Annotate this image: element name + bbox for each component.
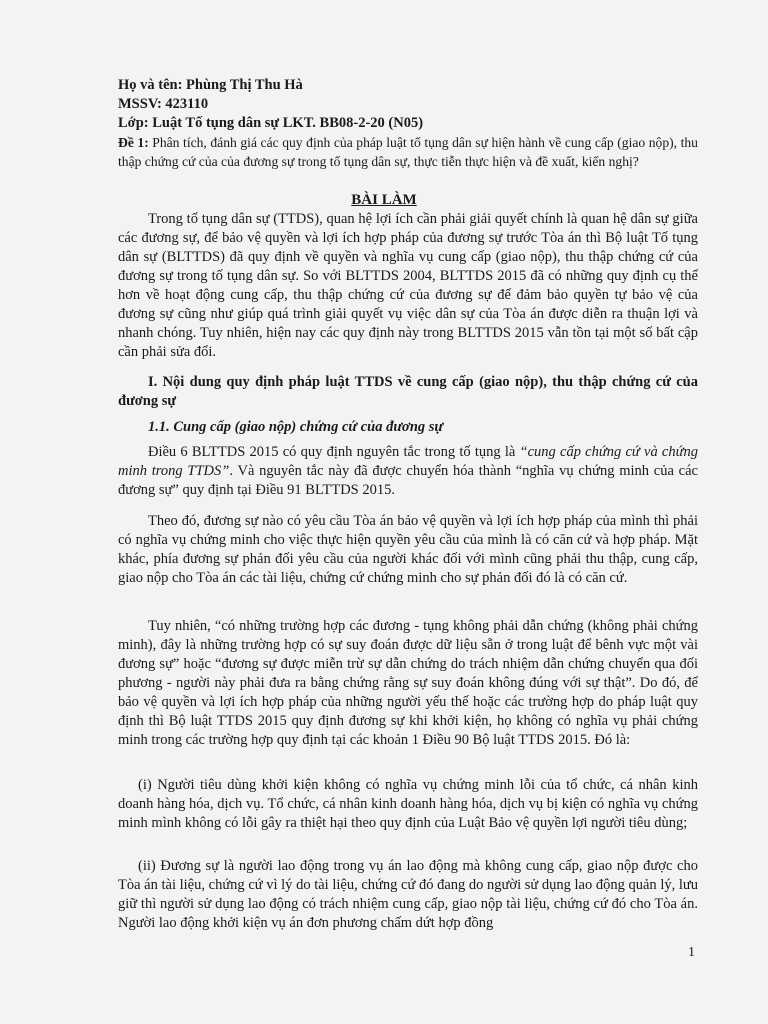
paragraph-1-text-end: . Và nguyên tắc này đã được chuyển hóa thành “nghĩa vụ chứng minh của các đương sự” quy định tại Điều 91 BLTTDS 2015. (118, 463, 698, 498)
class-name: Lớp: Luật Tố tụng dân sự LKT. BB08-2-20 (N05) (118, 115, 424, 131)
page-number: 1 (688, 945, 695, 960)
paragraph-3: Tuy nhiên, “có những trường hợp các đương - tụng không phải dẫn chứng (không phải chứng minh), đây là những trường hợp có sự suy đoán được dữ liệu sẵn ở trong luật để bênh vực một vài đương sự” hoặc “đương sự được miễn trừ sự dẫn chứng do trách nhiệm dẫn chứng chuyển qua đối phương - người này phải đưa ra bằng chứng rằng sự suy đoán không đúng với sự thật”. Do đó, để bảo vệ quyền và lợi ích hợp pháp của những người yếu thế hoặc các trường hợp do pháp luật quy định thì Bộ luật TTDS 2015 quy định đương sự khi khởi kiện, họ không có nghĩa vụ phải chứng minh trong các trường hợp quy định tại các khoản 1 Điều 90 Bộ luật TTDS 2015. Đó là: (118, 618, 698, 748)
intro-paragraph: Trong tố tụng dân sự (TTDS), quan hệ lợi ích cần phải giải quyết chính là quan hệ dân sự giữa các đương sự, để bảo vệ quyền và lợi ích hợp pháp của đương sự trước Tòa án thì Bộ luật Tố tụng dân sự (BLTTDS) đã quy định về quyền và nghĩa vụ cung cấp (giao nộp), thu thập chứng cứ của đương sự trong tố tụng dân sự. So với BLTTDS 2004, BLTTDS 2015 đã có những quy định cụ thể hơn về hoạt động cung cấp, thu thập chứng cứ của đương sự để đảm bảo quyền tự bảo vệ của đương sự cũng như giúp quá trình giải quyết vụ việc dân sự của Tòa án được diễn ra thuận lợi và nhanh chóng. Tuy nhiên, hiện nay các quy định này trong BLTTDS 2015 vẫn tồn tại một số bất cập cần phải sửa đổi. (118, 211, 698, 360)
essay-title: BÀI LÀM (351, 192, 417, 208)
list-item-2: (ii) Đương sự là người lao động trong vụ án lao động mà không cung cấp, giao nộp được cho Tòa án tài liệu, chứng cứ vì lý do tài liệu, chứng cứ đó đang do người sử dụng lao động quản lý, lưu giữ thì người sử dụng lao động có trách nhiệm cung cấp, giao nộp tài liệu, chứng cứ đó cho Tòa án. Người lao động khởi kiện vụ án đơn phương chấm dứt hợp đồng (118, 858, 698, 931)
list-item-1: (i) Người tiêu dùng khởi kiện không có nghĩa vụ chứng minh lỗi của tổ chức, cá nhân kinh doanh hàng hóa, dịch vụ. Tổ chức, cá nhân kinh doanh hàng hóa, dịch vụ bị kiện có nghĩa vụ chứng minh mình không có lỗi gây ra thiệt hại theo quy định của Luật Bảo vệ quyền lợi người tiêu dùng; (118, 777, 698, 831)
paragraph-2: Theo đó, đương sự nào có yêu cầu Tòa án bảo vệ quyền và lợi ích hợp pháp của mình thì phải có nghĩa vụ chứng minh cho việc thực hiện quyền yêu cầu của mình là có căn cứ và hợp pháp. Mặt khác, phía đương sự phản đối yêu cầu của người khác đối với mình cũng phải thu thập, cung cấp, giao nộp cho Tòa án các tài liệu, chứng cứ chứng minh cho sự phản đối đó là có căn cứ. (118, 513, 698, 586)
paragraph-1-text: Điều 6 BLTTDS 2015 có quy định nguyên tắc trong tố tụng là (148, 444, 520, 460)
question-label: Đề 1: (118, 135, 149, 150)
student-id: MSSV: 423110 (118, 96, 209, 112)
subsection-heading: 1.1. Cung cấp (giao nộp) chứng cứ của đương sự (148, 419, 444, 435)
paragraph-1 (118, 443, 698, 500)
student-name: Họ và tên: Phùng Thị Thu Hà (118, 77, 303, 93)
paragraph-1-quote: “cung cấp chứng cứ và chứng minh trong TTDS” (118, 444, 699, 479)
question (118, 133, 698, 171)
question-text: Phân tích, đánh giá các quy định của pháp luật tố tụng dân sự hiện hành về cung cấp (giao nộp), thu thập chứng cứ của của đương sự trong tố tụng dân sự, thực tiễn thực hiện và đề xuất, kiến nghị? (118, 135, 698, 169)
section-heading: I. Nội dung quy định pháp luật TTDS về cung cấp (giao nộp), thu thập chứng cứ của đương sự (118, 374, 698, 409)
